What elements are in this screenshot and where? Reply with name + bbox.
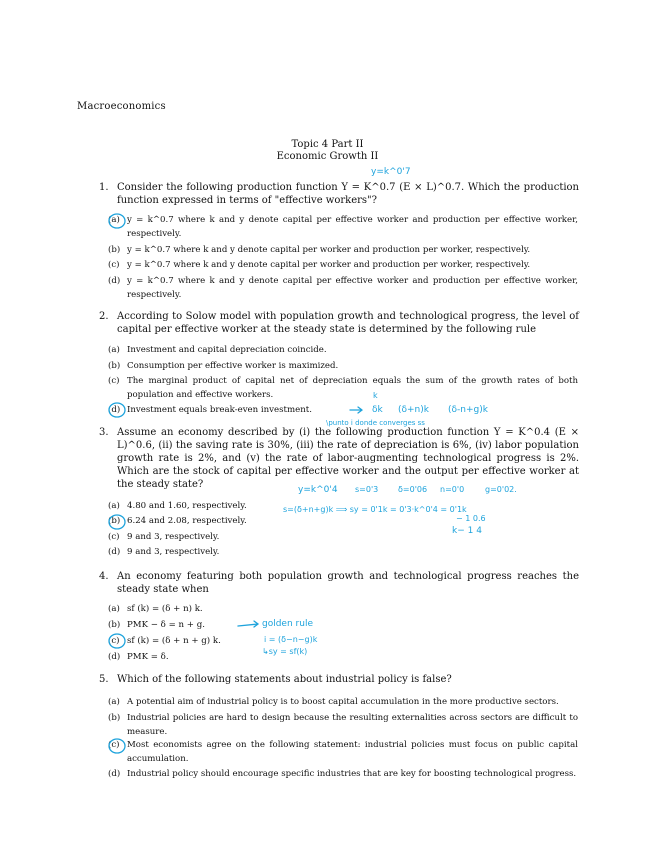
- option-text: Industrial policy should encourage specific industries that are key for boosting technological progress.: [127, 769, 577, 779]
- note-q3-line3b: k− 1 4: [452, 526, 482, 536]
- note-q3-g: g=0'02.: [485, 485, 517, 494]
- option-label: (a): [108, 697, 120, 707]
- question-number: 5.: [99, 674, 109, 685]
- option-label: (c): [108, 532, 120, 542]
- topic-subtitle: Economic Growth II: [276, 151, 379, 162]
- note-q4-i: i = (δ−n−g)k: [264, 635, 318, 644]
- question-text: According to Solow model with population growth and technological progress, the level of capital per effective worker at the steady state is determined by the following rule: [117, 311, 579, 335]
- arrow-mark: [350, 407, 362, 413]
- option-text: 9 and 3, respectively.: [127, 547, 220, 557]
- option-text: 6.24 and 2.08, respectively.: [127, 516, 247, 526]
- option-text: A potential aim of industrial policy is to boost capital accumulation in the more productive sectors.: [127, 697, 559, 707]
- option-text: 4.80 and 1.60, respectively.: [127, 501, 247, 511]
- option-text: sf (k) = (δ + n) k.: [127, 604, 203, 614]
- option-text: Investment and capital depreciation coincide.: [127, 345, 327, 355]
- question-text: Consider the following production function Y = K^0.7 (E × L)^0.7. Which the production function expressed in terms of "effective workers"?: [117, 182, 579, 206]
- course-header: Macroeconomics: [77, 101, 166, 112]
- question-text: An economy featuring both population growth and technological progress reaches the steady state when: [117, 571, 579, 595]
- option-text: y = k^0.7 where k and y denote capital per effective worker and production per effective worker, respectively.: [127, 276, 578, 300]
- answer-circle-q5: [109, 739, 125, 753]
- arrow-mark: [238, 621, 258, 627]
- answer-circle-q1: [109, 214, 125, 228]
- option-label: (d): [108, 652, 121, 662]
- question-text: Assume an economy described by (i) the following production function Y = K^0.4 (E × L)^0.6, (ii) the saving rate is 30%, (iii) the rate of depreciation is 6%, (iv) labor population growth rate is 2%, and (v) the rate of labor-augmenting technological progress is 2%. Which are the stock of capital per effective worker and the output per effective worker at the steady state?: [117, 427, 579, 490]
- option-label: (a): [108, 604, 120, 614]
- option-label: (d): [108, 405, 121, 415]
- option-text: y = k^0.7 where k and y denote capital per worker and production per worker, respectively.: [127, 245, 531, 255]
- note-q4-sy: ↳sy = sf(k): [262, 647, 308, 656]
- option-label: (d): [108, 276, 121, 286]
- note-q2-sub: \punto i donde converges ss: [326, 419, 425, 427]
- option-text: 9 and 3, respectively.: [127, 532, 220, 542]
- option-text: PMK − δ = n + g.: [127, 620, 205, 630]
- option-text: sf (k) = (δ + n + g) k.: [127, 636, 221, 646]
- option-text: Industrial policies are hard to design because the resulting externalities across sectors are difficult to measure.: [127, 713, 578, 737]
- option-label: (d): [108, 547, 121, 557]
- option-label: (c): [108, 260, 120, 270]
- option-label: (a): [108, 215, 120, 225]
- option-label: (c): [108, 740, 120, 750]
- note-q3-n: n=0'0: [440, 485, 465, 494]
- note-q4-golden: golden rule: [262, 619, 313, 629]
- answer-circle-q4: [109, 634, 125, 648]
- note-q1-top: y=k^0'7: [371, 167, 411, 177]
- option-text: The marginal product of capital net of depreciation equals the sum of the growth rates of both population and effective workers.: [127, 376, 578, 400]
- note-q2-delta-k: δk: [372, 405, 383, 415]
- option-text: y = k^0.7 where k and y denote capital per worker and production per worker, respectively.: [127, 260, 531, 270]
- option-text: Investment equals break-even investment.: [127, 405, 312, 415]
- option-label: (a): [108, 345, 120, 355]
- option-label: (a): [108, 501, 120, 511]
- option-text: Most economists agree on the following statement: industrial policies must focus on public capital accumulation.: [127, 740, 578, 764]
- option-label: (b): [108, 516, 121, 526]
- option-label: (d): [108, 769, 121, 779]
- answer-circle-q3: [109, 515, 125, 529]
- option-text: Consumption per effective worker is maximized.: [127, 361, 339, 371]
- option-label: (c): [108, 636, 120, 646]
- note-q3-d: δ=0'06: [398, 485, 428, 494]
- note-q3-s: s=0'3: [355, 485, 379, 494]
- note-q2-delta-ng: (δ-n+g)k: [448, 405, 488, 415]
- answer-circle-q2: [109, 403, 125, 417]
- note-q2-k: k: [373, 391, 378, 400]
- option-text: PMK = δ.: [127, 652, 169, 662]
- topic-title: Topic 4 Part II: [291, 139, 364, 150]
- question-text: Which of the following statements about industrial policy is false?: [117, 674, 452, 685]
- option-label: (c): [108, 376, 120, 386]
- question-number: 3.: [99, 427, 109, 438]
- note-q3-line3a: − 1 0.6: [456, 514, 486, 523]
- note-q2-delta-nk: (δ+n)k: [398, 405, 429, 415]
- question-number: 4.: [99, 571, 109, 582]
- option-label: (b): [108, 245, 121, 255]
- option-label: (b): [108, 620, 121, 630]
- option-text: y = k^0.7 where k and y denote capital per effective worker and production per effective worker, respectively.: [127, 215, 578, 239]
- note-q3-y: y=k^0'4: [298, 485, 338, 495]
- note-q3-line2: s=(δ+n+g)k ⟹ sy = 0'1k = 0'3·k^0'4 = 0'1k: [283, 505, 467, 514]
- question-number: 2.: [99, 311, 109, 322]
- option-label: (b): [108, 713, 121, 723]
- question-number: 1.: [99, 182, 109, 193]
- option-label: (b): [108, 361, 121, 371]
